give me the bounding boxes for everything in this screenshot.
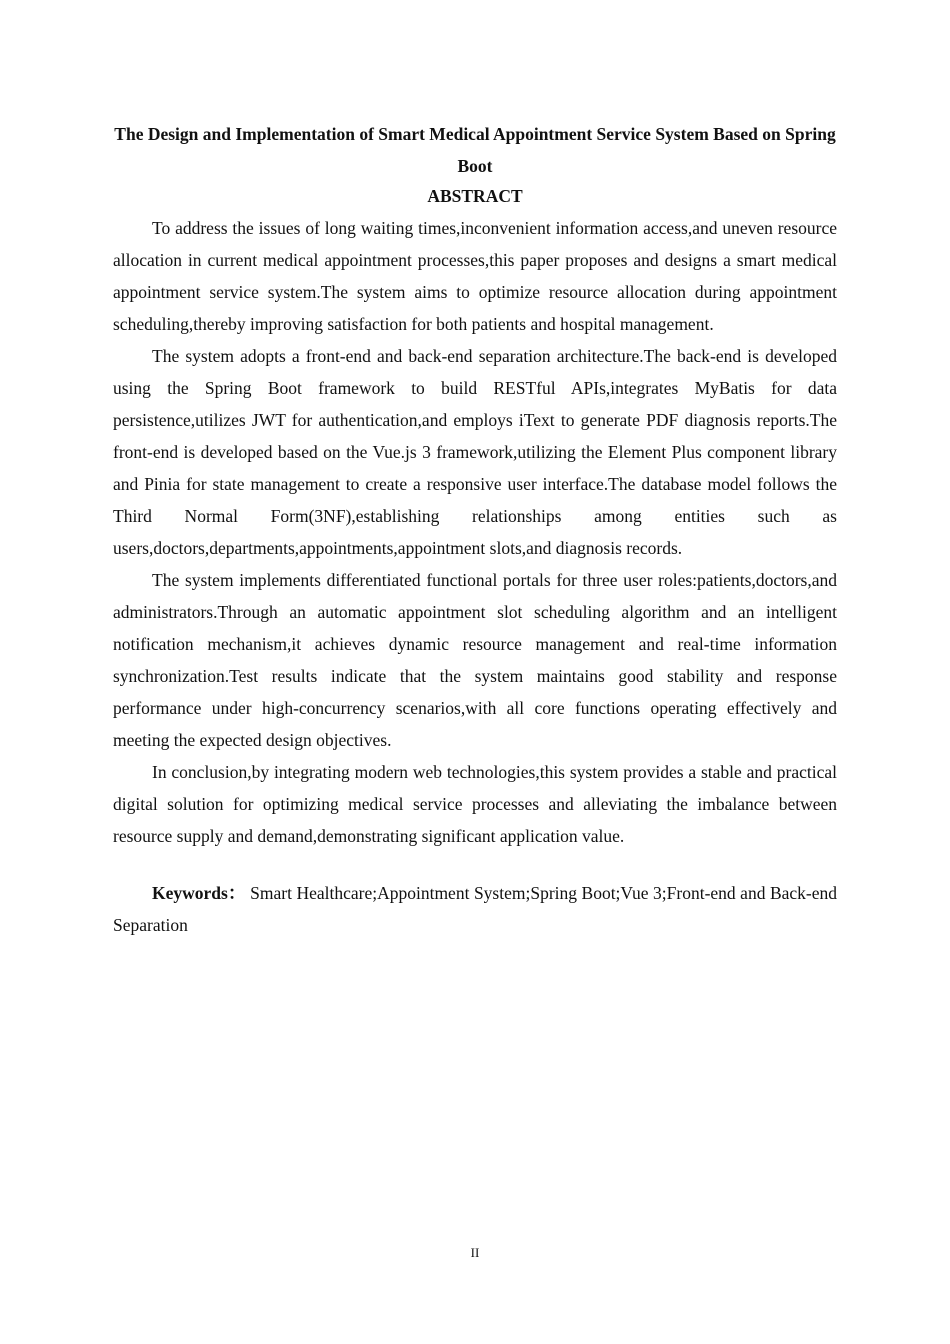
keywords-line (113, 877, 837, 941)
page-number: II (470, 1245, 480, 1260)
abstract-paragraph-3: The system implements differentiated functional portals for three user roles:patients,doctors,and administrators.Through an automatic appointment slot scheduling algorithm and an intelligent notification mechanism,it achieves dynamic resource management and real-time information synchronization.Test results indicate that the system maintains good stability and response performance under high-concurrency scenarios,with all core functions operating effectively and meeting the expected design objectives. (113, 570, 837, 750)
abstract-heading: ABSTRACT (427, 186, 523, 206)
abstract-paragraph-4: In conclusion,by integrating modern web technologies,this system provides a stable and practical digital solution for optimizing medical service processes and alleviating the imbalance between resource supply and demand,demonstrating significant application value. (113, 762, 837, 846)
keywords-label: Keywords： (152, 883, 246, 903)
abstract-paragraph-2: The system adopts a front-end and back-end separation architecture.The back-end is developed using the Spring Boot framework to build RESTful APIs,integrates MyBatis for data persistence,utilizes JWT for authentication,and employs iText to generate PDF diagnosis reports.The front-end is developed based on the Vue.js 3 framework,utilizing the Element Plus component library and Pinia for state management to create a responsive user interface.The database model follows the Third Normal Form(3NF),establishing relationships among entities such as users,doctors,departments,appointments,appointment slots,and diagnosis records. (113, 346, 837, 558)
paper-title: The Design and Implementation of Smart Medical Appointment Service System Based on Spring Boot (114, 124, 836, 176)
abstract-body (113, 212, 837, 941)
abstract-paragraph-1: To address the issues of long waiting times,inconvenient information access,and uneven resource allocation in current medical appointment processes,this paper proposes and designs a smart medical appointment service system.The system aims to optimize resource allocation during appointment scheduling,thereby improving satisfaction for both patients and hospital management. (113, 218, 837, 334)
keywords-text: Smart Healthcare;Appointment System;Spring Boot;Vue 3;Front-end and Back-end Separation (113, 883, 838, 935)
